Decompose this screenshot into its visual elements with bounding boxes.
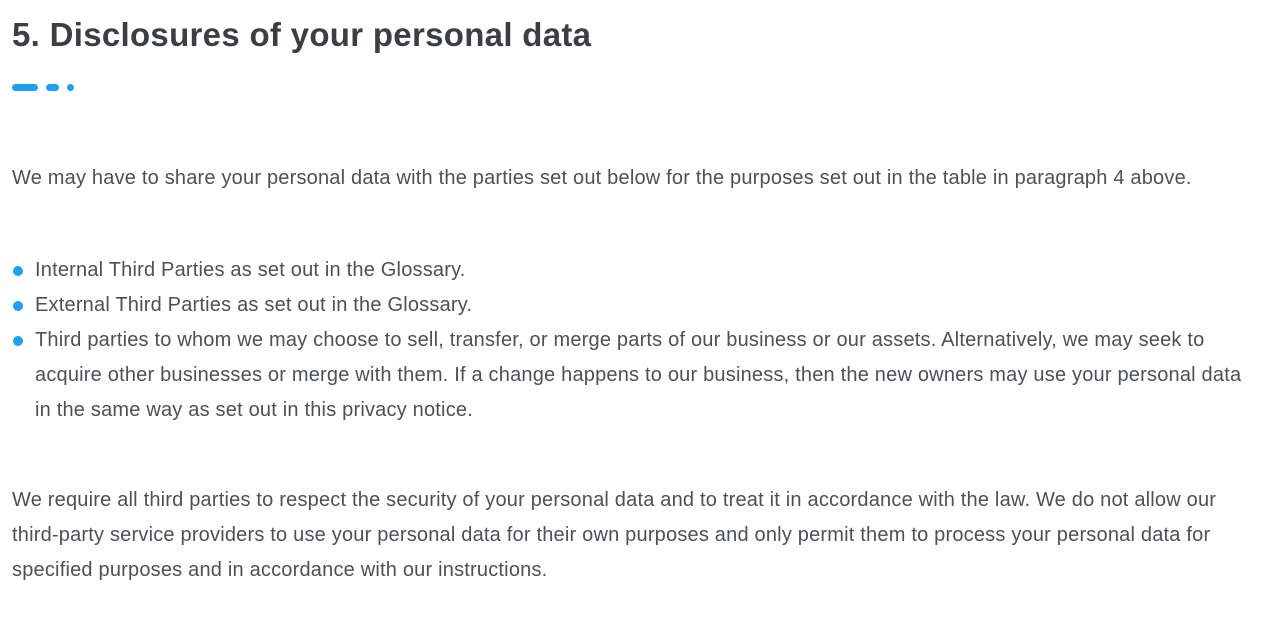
third-parties-list [12, 253, 1260, 428]
accent-dot-icon [67, 84, 74, 91]
list-item [12, 323, 1260, 428]
list-item-text: Third parties to whom we may choose to sell, transfer, or merge parts of our business or our assets. Alternatively, we may seek to acquire other businesses or merge with them. If a change happens to our business, then the new owners may use your personal data in the same way as set out in this privacy notice. [35, 328, 1242, 421]
list-item-text: Internal Third Parties as set out in the Glossary. [35, 258, 466, 281]
bullet-icon [13, 266, 23, 276]
accent-dash-long-icon [12, 84, 38, 91]
list-item-text: External Third Parties as set out in the Glossary. [35, 293, 473, 316]
list-item [12, 288, 1260, 323]
heading-underline-decoration [12, 84, 1261, 91]
accent-dash-medium-icon [46, 84, 59, 91]
bullet-icon [13, 336, 23, 346]
bullet-icon [13, 301, 23, 311]
list-item [12, 253, 1260, 288]
section-heading: 5. Disclosures of your personal data [12, 16, 592, 53]
closing-paragraph: We require all third parties to respect the security of your personal data and to treat it in accordance with the law. We do not allow our third-party service providers to use your personal data for their own purposes and only permit them to process your personal data for specified purposes and in accordance with our instructions. [12, 488, 1217, 581]
intro-paragraph: We may have to share your personal data with the parties set out below for the purposes set out in the table in paragraph 4 above. [12, 166, 1192, 189]
